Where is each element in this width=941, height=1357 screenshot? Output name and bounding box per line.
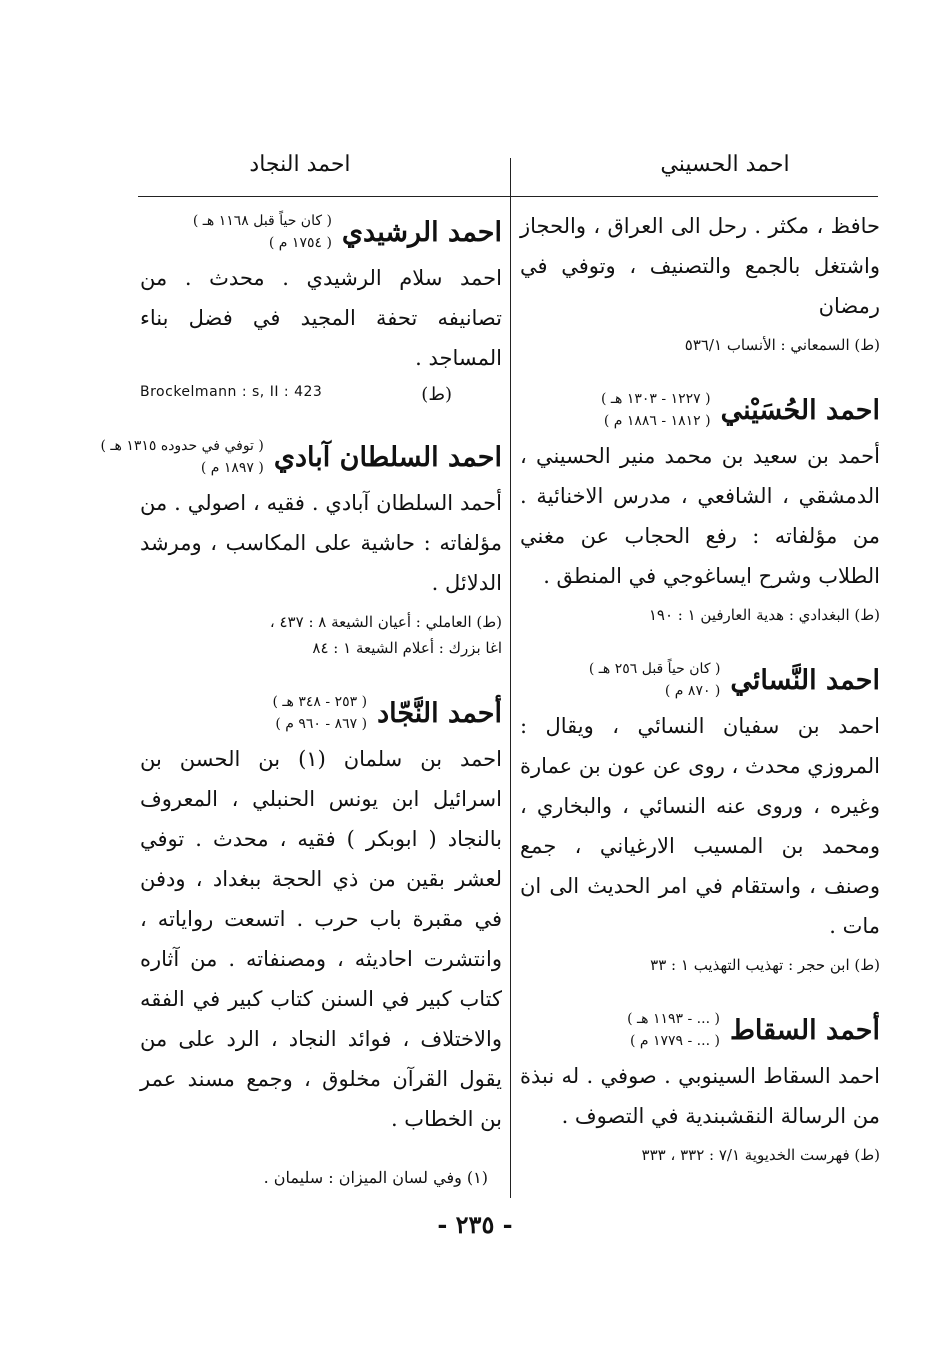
entry-dates: ( كان حياً قبل ٢٥٦ هـ ) ( ٨٧٠ م ) [588,661,721,699]
entry-source: (ط) ابن حجر : تهذيب التهذيب ١ : ٣٣ [650,956,880,974]
entry-source: (ط) البغدادي : هدية العارفين ١ : ١٩٠ [648,606,880,624]
entry-text: احمد بن سفيان النسائي ، ويقال : المروزي محدث ، روى عن عون بن عمارة وغيره ، وروى عنه النسائي ، والبخاري ، ومحمد بن المسيب الارغياني ، جمع وصنف ، واستقام في امر الحديث الى ان مات . [520,714,880,938]
entry-dates: ( توفي في حدوده ١٣١٥ هـ ) ( ١٨٩٧ م ) [100,438,264,476]
entry-header-rashidi [140,210,502,254]
entry-header-najjad [140,691,502,735]
entry-header-husayni [520,388,880,432]
header-rule [138,196,878,197]
entry-name: احمد النَّسائي [730,664,880,696]
running-header-left: احمد النجاد [249,152,351,177]
entry-source-latin: Brockelmann : s, II : 423 (ط) [140,384,452,405]
entry-dates: ( ... - ١١٩٣ هـ ) ( ... - ١٧٧٩ م ) [627,1011,720,1049]
entry-header-sultanabadi [100,435,502,479]
entry-name: احمد الرشيدي [341,216,502,248]
page-number: - ٢٣٥ - [437,1210,513,1239]
continuation-text: حافظ ، مكثر . رحل الى العراق ، والحجاز واشتغل بالجمع والتصنيف ، وتوفي في رمضان [520,214,880,318]
footnote: (١) وفي لسان الميزان : سليمان . [263,1168,488,1187]
entry-header-nasai [520,658,880,702]
entry-text: أحمد بن سعيد بن محمد منير الحسيني ، الدمشقي ، الشافعي ، مدرس الاخنائية . من مؤلفاته : رفع الحجاب عن مغني الطلاب وشرح ايساغوجي في المنطق . [520,444,880,588]
entry-source: (ط) فهرست الخديوية ٧/١ : ٣٣٢ ، ٣٣٣ [641,1146,880,1164]
left-column [100,206,502,1139]
entry-dates: ( ١٢٢٧ - ١٣٠٣ هـ ) ( ١٨١٢ - ١٨٨٦ م ) [601,391,711,429]
continuation-source: (ط) السمعاني : الأنساب ٥٣٦/١ [684,336,880,354]
running-header-right: احمد الحسيني [660,152,790,177]
entry-name: أحمد النَّجّاد [377,697,502,729]
entry-name: احمد السلطان آبادي [273,441,502,473]
entry-dates: ( كان حياً قبل ١١٦٨ هـ ) ( ١٧٥٤ م ) [192,213,332,251]
column-divider [510,158,511,1198]
entry-name: احمد الحُسَيْني [720,394,880,426]
entry-text: احمد سلام الرشيدي . محدث . من تصانيفه تحفة المجيد في فضل بناء المساجد . [140,266,502,370]
entry-source: (ط) العاملي : أعيان الشيعة ٨ : ٤٣٧ ، [269,613,502,631]
entry-text: أحمد السلطان آبادي . فقيه ، اصولي . من مؤلفاته : حاشية على المكاسب ، ومرشد الدلائل . [140,491,502,595]
entry-text: احمد السقاط السينوبي . صوفي . له نبذة من الرسالة النقشبندية في التصوف . [520,1064,880,1128]
entry-header-saqqat [520,1008,880,1052]
right-column [520,206,880,1168]
entry-dates: ( ٢٥٣ - ٣٤٨ هـ ) ( ٨٦٧ - ٩٦٠ م ) [272,694,368,732]
entry-source: اغا بزرك : أعلام الشيعة ١ : ٨٤ [312,639,502,657]
entry-name: أحمد السقاط [729,1014,880,1046]
entry-text: احمد بن سلمان (١) بن الحسن بن اسرائيل ابن يونس الحنبلي ، المعروف بالنجاد ( ابوبكر ) فقيه ، محدث . توفي لعشر بقين من ذي الحجة ببغداد ، ودفن في مقبرة باب حرب . اتسعت رواياته ، وانتشرت احاديثه ، ومصنفاته . من آثاره كتاب كبير في السنن كتاب كبير في الفقه والاختلاف ، فوائد النجاد ، الرد على من يقول القرآن مخلوق ، وجمع مسند عمر بن الخطاب . [140,747,502,1131]
